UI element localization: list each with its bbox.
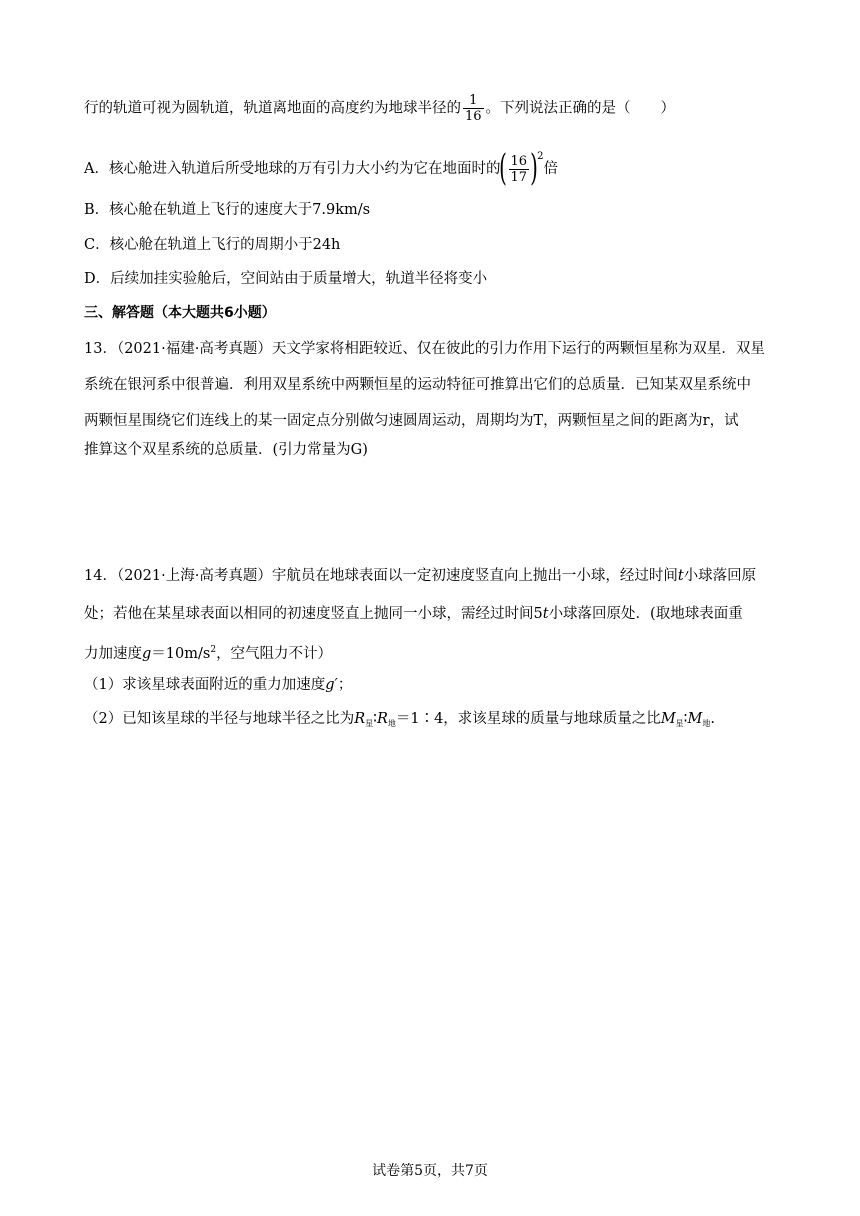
- section-heading: 三、解答题（本大题共6小题）: [84, 305, 276, 321]
- q13-line-3: 两颗恒星围绕它们连线上的某一固定点分别做匀速圆周运动，周期均为T，两颗恒星之间的距离为r，试: [84, 413, 739, 429]
- option-a: A．核心舱进入轨道后所受地球的万有引力大小约为它在地面时的( $\frac{16}{17}$ )$^2$倍: [84, 148, 558, 189]
- option-b: B．核心舱在轨道上飞行的速度大于7.9km/s: [84, 202, 371, 218]
- fraction-1-16: $\frac{1}{16}$: [465, 93, 482, 124]
- fraction-16-17: $\frac{16}{17}$: [510, 153, 528, 185]
- q12-stem-tail: 。下列说法正确的是（: [485, 100, 631, 117]
- option-d: D．后续加挂实验舱后，空间站由于质量增大，轨道半径将变小: [84, 271, 488, 287]
- q13-line-2: 系统在银河系中很普遍．利用双星系统中两颗恒星的运动特征可推算出它们的总质量．已知某双星系统中: [84, 377, 751, 393]
- q13-line-4: 推算这个双星系统的总质量．(引力常量为G): [84, 442, 368, 458]
- q14-part-1: （1）求该星球表面附近的重力加速度g′；: [84, 677, 353, 693]
- q12-answer-paren: ）: [660, 100, 676, 117]
- option-c: C．核心舱在轨道上飞行的周期小于24h: [84, 237, 341, 253]
- q14-line-1: 14．（2021·上海·高考真题）宇航员在地球表面以一定初速度竖直向上抛出一小球，经过时间t小球落回原: [84, 568, 757, 584]
- q14-part-2: （2）已知该星球的半径与地球半径之比为$R_星∶R_地=1∶4$，求该星球的质量与地球质量之比$M_星∶M_地$.: [84, 711, 715, 728]
- page-footer: 试卷第5页，共7页: [372, 1163, 488, 1179]
- q14-line-2: 处；若他在某星球表面以相同的初速度竖直上抛同一小球，需经过时间5t小球落回原处．(取地球表面重: [84, 606, 743, 622]
- q12-stem-text: 行的轨道可视为圆轨道，轨道离地面的高度约为地球半径的: [84, 100, 461, 117]
- q14-line-3: 力加速度$g=10m/s^2$，空气阻力不计）: [84, 645, 333, 662]
- q12-stem-line: [84, 93, 675, 124]
- q13-line-1: 13．（2021·福建·高考真题）天文学家将相距较近、仅在彼此的引力作用下运行的两颗恒星称为双星．双星: [84, 341, 765, 357]
